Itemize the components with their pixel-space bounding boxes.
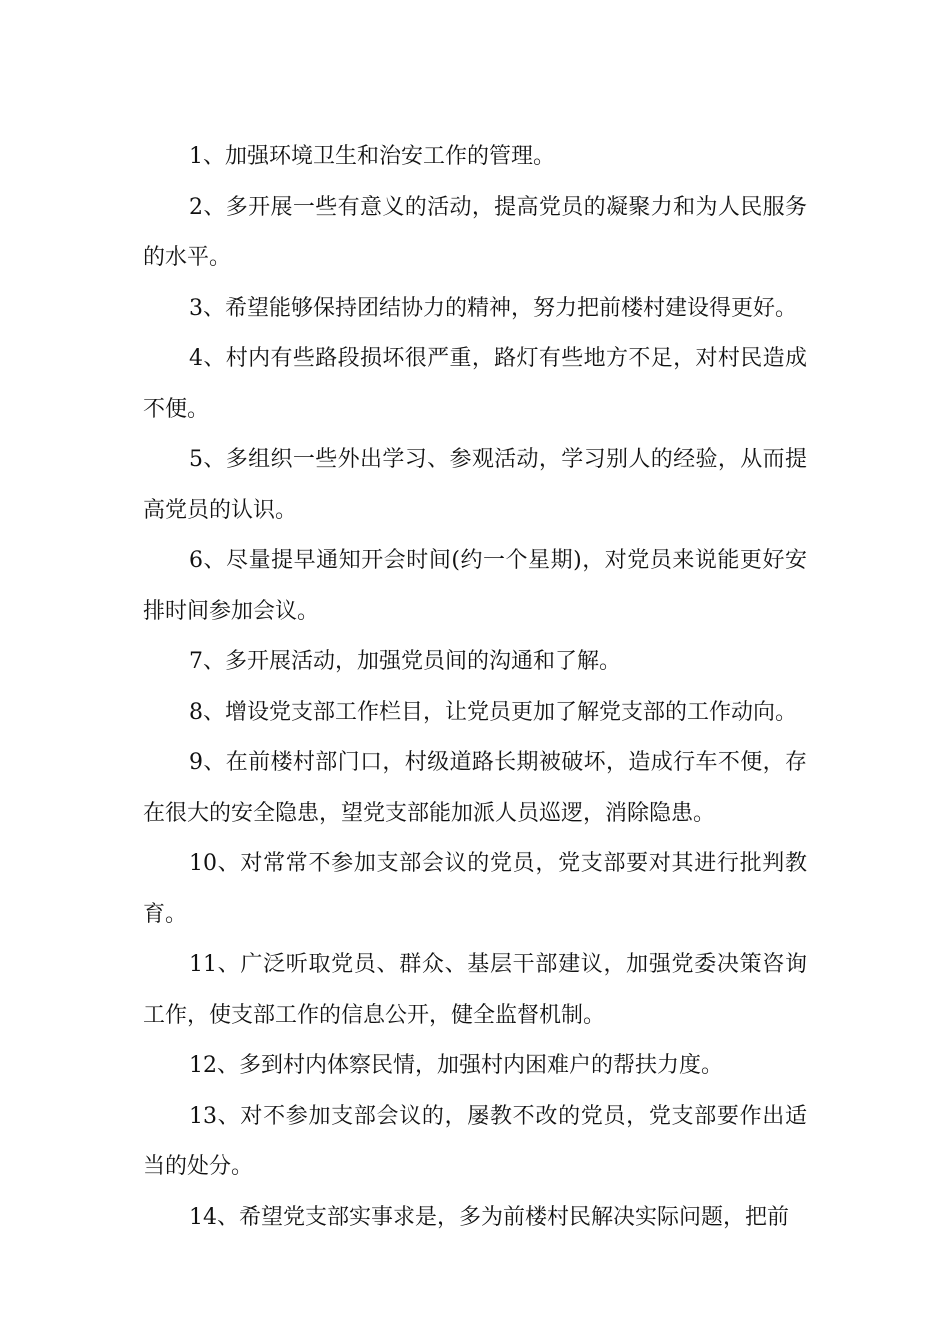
- paragraph-14: 14、希望党支部实事求是，多为前楼村民解决实际问题，把前: [189, 1204, 789, 1230]
- paragraph-10: 10、对常常不参加支部会议的党员，党支部要对其进行批判教育。: [143, 851, 807, 927]
- paragraph-2: 2、多开展一些有意义的活动，提高党员的凝聚力和为人民服务的水平。: [143, 194, 807, 270]
- paragraph-11: 11、广泛听取党员、群众、基层干部建议，加强党委决策咨询工作，使支部工作的信息公开，健全监督机制。: [143, 952, 807, 1028]
- paragraph-1: 1、加强环境卫生和治安工作的管理。: [189, 144, 555, 169]
- paragraph-12: 12、多到村内体察民情，加强村内困难户的帮扶力度。: [189, 1053, 723, 1078]
- paragraph-9: 9、在前楼村部门口，村级道路长期被破坏，造成行车不便，存在很大的安全隐患，望党支部能加派人员巡逻，消除隐患。: [143, 750, 807, 826]
- paragraph-7: 7、多开展活动，加强党员间的沟通和了解。: [189, 649, 621, 674]
- paragraph-5: 5、多组织一些外出学习、参观活动，学习别人的经验，从而提高党员的认识。: [143, 447, 807, 523]
- paragraph-4: 4、村内有些路段损坏很严重，路灯有些地方不足，对村民造成不便。: [143, 346, 807, 422]
- paragraph-13: 13、对不参加支部会议的，屡教不改的党员，党支部要作出适当的处分。: [143, 1103, 807, 1179]
- paragraph-6: 6、尽量提早通知开会时间(约一个星期)，对党员来说能更好安排时间参加会议。: [143, 548, 807, 624]
- paragraph-3: 3、希望能够保持团结协力的精神，努力把前楼村建设得更好。: [189, 295, 797, 321]
- paragraph-8: 8、增设党支部工作栏目，让党员更加了解党支部的工作动向。: [189, 699, 797, 725]
- document-body: [143, 132, 807, 1243]
